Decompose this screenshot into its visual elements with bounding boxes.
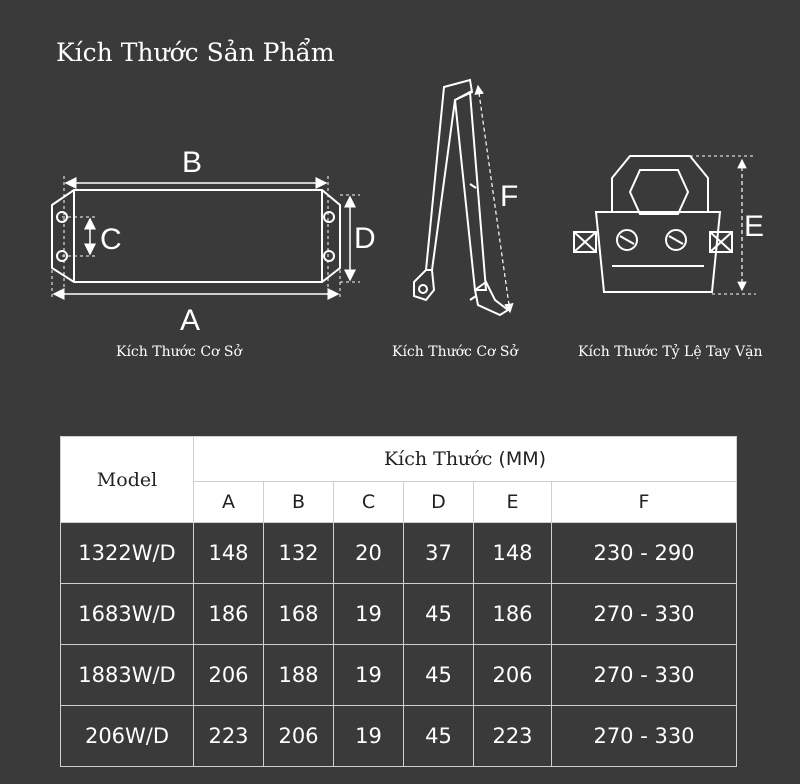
arm-lower: [455, 92, 486, 290]
arm-upper: [426, 80, 472, 270]
page-title: Kích Thước Sản Phẩm: [56, 38, 335, 67]
hex-nut: [630, 170, 688, 214]
closer-body-diagram: [574, 156, 756, 294]
arm-bracket: [475, 282, 508, 315]
value-cell: 186: [474, 584, 552, 645]
label-a: A: [180, 304, 201, 337]
value-cell: 37: [404, 523, 474, 584]
value-cell: 270 - 330: [552, 645, 737, 706]
label-c: C: [100, 223, 122, 256]
model-cell: 206W/D: [61, 706, 194, 767]
value-cell: 20: [334, 523, 404, 584]
value-cell: 186: [194, 584, 264, 645]
value-cell: 206: [264, 706, 334, 767]
base-caption: Kích Thước Cơ Sở: [116, 344, 242, 360]
arm-diagram: [414, 80, 510, 315]
body-caption: Kích Thước Tỷ Lệ Tay Vặn: [578, 344, 763, 360]
table-row: [61, 523, 737, 584]
table-row: [61, 584, 737, 645]
column-header-e: E: [474, 482, 552, 523]
value-cell: 230 - 290: [552, 523, 737, 584]
column-header-d: D: [404, 482, 474, 523]
value-cell: 168: [264, 584, 334, 645]
value-cell: 270 - 330: [552, 706, 737, 767]
mount-hole: [324, 251, 334, 261]
value-cell: 223: [194, 706, 264, 767]
value-cell: 45: [404, 706, 474, 767]
model-header: Model: [61, 437, 194, 523]
body-lower: [596, 212, 720, 292]
model-cell: 1322W/D: [61, 523, 194, 584]
label-d: D: [354, 222, 376, 255]
value-cell: 19: [334, 584, 404, 645]
dimensions-table: [60, 436, 737, 767]
value-cell: 132: [264, 523, 334, 584]
size-unit: (MM): [498, 448, 547, 470]
value-cell: 148: [194, 523, 264, 584]
value-cell: 19: [334, 645, 404, 706]
column-header-c: C: [334, 482, 404, 523]
column-header-a: A: [194, 482, 264, 523]
label-b: B: [182, 146, 203, 179]
value-cell: 223: [474, 706, 552, 767]
size-header: [194, 437, 737, 482]
body-top-outline: [612, 156, 708, 212]
value-cell: 19: [334, 706, 404, 767]
table-row: [61, 706, 737, 767]
value-cell: 45: [404, 645, 474, 706]
base-plate-outline: [52, 190, 340, 282]
base-plate-diagram: [52, 176, 360, 300]
value-cell: 270 - 330: [552, 584, 737, 645]
value-cell: 188: [264, 645, 334, 706]
size-header-label: Kích Thước: [383, 448, 493, 470]
model-cell: 1683W/D: [61, 584, 194, 645]
value-cell: 206: [474, 645, 552, 706]
label-f: F: [500, 180, 519, 213]
value-cell: 45: [404, 584, 474, 645]
model-cell: 1883W/D: [61, 645, 194, 706]
table-row: [61, 645, 737, 706]
dimension-diagrams: [0, 70, 800, 370]
mount-hole: [324, 212, 334, 222]
value-cell: 148: [474, 523, 552, 584]
label-e: E: [744, 210, 765, 243]
column-header-b: B: [264, 482, 334, 523]
column-header-f: F: [552, 482, 737, 523]
value-cell: 206: [194, 645, 264, 706]
arm-caption: Kích Thước Cơ Sở: [392, 344, 518, 360]
